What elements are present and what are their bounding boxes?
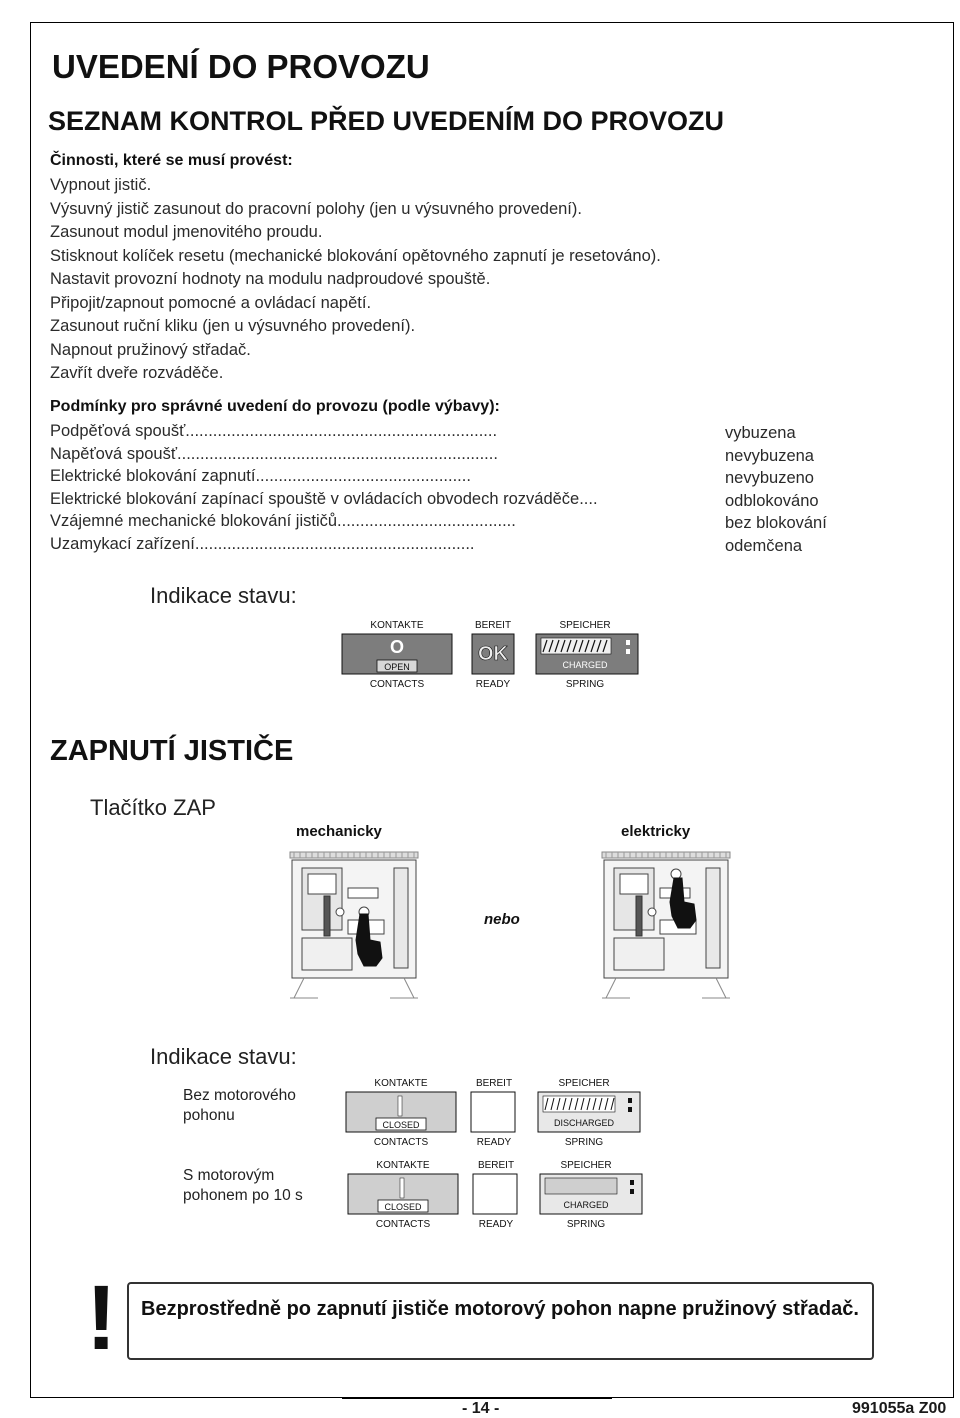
page-number: - 14 - bbox=[462, 1400, 500, 1417]
condition-value: bez blokování bbox=[725, 514, 827, 532]
task-item: Vypnout jistič. bbox=[50, 176, 152, 194]
spring-label: SPRING bbox=[565, 679, 605, 690]
contacts-label: CONTACTS bbox=[373, 1137, 429, 1148]
ready-label: READY bbox=[478, 1219, 514, 1230]
checklist-title: SEZNAM KONTROL PŘED UVEDENÍM DO PROVOZU bbox=[48, 106, 725, 136]
condition-value: nevybuzeno bbox=[725, 469, 814, 487]
condition-name: Podpěťová spoušť.................................................................... bbox=[50, 422, 498, 440]
discharged-state-label: DISCHARGED bbox=[553, 1118, 615, 1128]
or-label: nebo bbox=[484, 911, 520, 928]
condition-value: odblokováno bbox=[725, 491, 819, 510]
conditions-label: Podmínky pro správné uvedení do provozu (podle výbavy): bbox=[50, 398, 500, 415]
closed-symbol-icon bbox=[398, 1096, 402, 1116]
case-no-motor-label: Bez motorového pohonu bbox=[183, 1087, 296, 1124]
ready-window bbox=[471, 1092, 515, 1132]
contacts-label: CONTACTS bbox=[375, 1219, 431, 1230]
speicher-label: SPEICHER bbox=[559, 620, 611, 631]
task-item: Napnout pružinový střadač. bbox=[50, 340, 251, 359]
warning-icon: ! bbox=[86, 1267, 117, 1369]
condition-name: Elektrické blokování zapínací spouště v ovládacích obvodech rozváděče.... bbox=[50, 489, 598, 508]
tasks-list bbox=[50, 174, 661, 386]
conditions-list bbox=[50, 420, 598, 555]
charged-state-label: CHARGED bbox=[562, 660, 608, 670]
conditions-values bbox=[725, 422, 827, 557]
task-item: Zasunout ruční kliku (jen u výsuvného provedení). bbox=[50, 317, 416, 335]
task-item: Zavřít dveře rozváděče. bbox=[50, 364, 224, 382]
breaker-electrical-illustration bbox=[596, 848, 736, 1008]
spring-coil-icon bbox=[545, 1178, 617, 1194]
on-button-label: Tlačítko ZAP bbox=[90, 795, 216, 820]
condition-name: Vzájemné mechanické blokování jističů....................................... bbox=[50, 512, 516, 530]
spring-label: SPRING bbox=[564, 1137, 604, 1148]
contacts-label: CONTACTS bbox=[369, 679, 425, 690]
case-motor-label: S motorovým pohonem po 10 s bbox=[183, 1167, 303, 1204]
tasks-label: Činnosti, které se musí provést: bbox=[50, 152, 293, 169]
electrical-label: elektricky bbox=[621, 823, 691, 840]
indicator-panel-closed-discharged bbox=[344, 1074, 644, 1150]
breaker-mechanical-illustration bbox=[284, 848, 424, 1008]
indicator-panel-closed-charged bbox=[346, 1156, 646, 1232]
condition-value: odemčena bbox=[725, 536, 803, 555]
footer-divider bbox=[342, 1398, 612, 1399]
status-label-2: Indikace stavu: bbox=[150, 1044, 297, 1069]
warning-text: Bezprostředně po zapnutí jističe motorový pohon napne pružinový střadač. bbox=[141, 1298, 859, 1320]
speicher-label: SPEICHER bbox=[560, 1160, 612, 1171]
bereit-label: BEREIT bbox=[475, 1078, 513, 1089]
page-title: UVEDENÍ DO PROVOZU bbox=[52, 48, 430, 85]
condition-name: Uzamykací zařízení............................................................. bbox=[50, 534, 475, 553]
warning-box bbox=[127, 1282, 874, 1360]
document-code: 991055a Z00 bbox=[852, 1400, 947, 1417]
mechanical-label: mechanicky bbox=[296, 823, 382, 840]
speicher-label: SPEICHER bbox=[558, 1078, 610, 1089]
condition-value: nevybuzena bbox=[725, 446, 814, 465]
closing-title: ZAPNUTÍ JISTIČE bbox=[50, 735, 294, 767]
task-item: Připojit/zapnout pomocné a ovládací napětí. bbox=[50, 293, 372, 312]
ready-window bbox=[473, 1174, 517, 1214]
spring-label: SPRING bbox=[566, 1219, 606, 1230]
ready-label: READY bbox=[475, 679, 511, 690]
charged-state-label: CHARGED bbox=[563, 1200, 609, 1210]
ok-symbol-icon: OK bbox=[478, 643, 508, 665]
kontakte-label: KONTAKTE bbox=[376, 1160, 430, 1171]
indicator-panel-open bbox=[340, 616, 640, 692]
task-item: Stisknout kolíček resetu (mechanické blokování opětovného zapnutí je resetováno). bbox=[50, 246, 661, 265]
closed-symbol-icon bbox=[400, 1178, 404, 1198]
task-item: Nastavit provozní hodnoty na modulu nadproudové spouště. bbox=[50, 270, 491, 288]
task-item: Zasunout modul jmenovitého proudu. bbox=[50, 223, 323, 241]
open-state-label: OPEN bbox=[384, 662, 410, 672]
status-label-1: Indikace stavu: bbox=[150, 583, 297, 608]
closed-state-label: CLOSED bbox=[384, 1202, 422, 1212]
open-symbol-icon: O bbox=[389, 637, 405, 657]
ready-label: READY bbox=[476, 1137, 512, 1148]
closed-state-label: CLOSED bbox=[382, 1120, 420, 1130]
condition-value: vybuzena bbox=[725, 424, 796, 442]
bereit-label: BEREIT bbox=[474, 620, 512, 631]
kontakte-label: KONTAKTE bbox=[374, 1078, 428, 1089]
task-item: Výsuvný jistič zasunout do pracovní polohy (jen u výsuvného provedení). bbox=[50, 199, 582, 218]
condition-name: Elektrické blokování zapnutí............................................... bbox=[50, 467, 471, 485]
kontakte-label: KONTAKTE bbox=[370, 620, 424, 631]
condition-name: Napěťová spoušť...................................................................... bbox=[50, 444, 498, 463]
bereit-label: BEREIT bbox=[477, 1160, 515, 1171]
